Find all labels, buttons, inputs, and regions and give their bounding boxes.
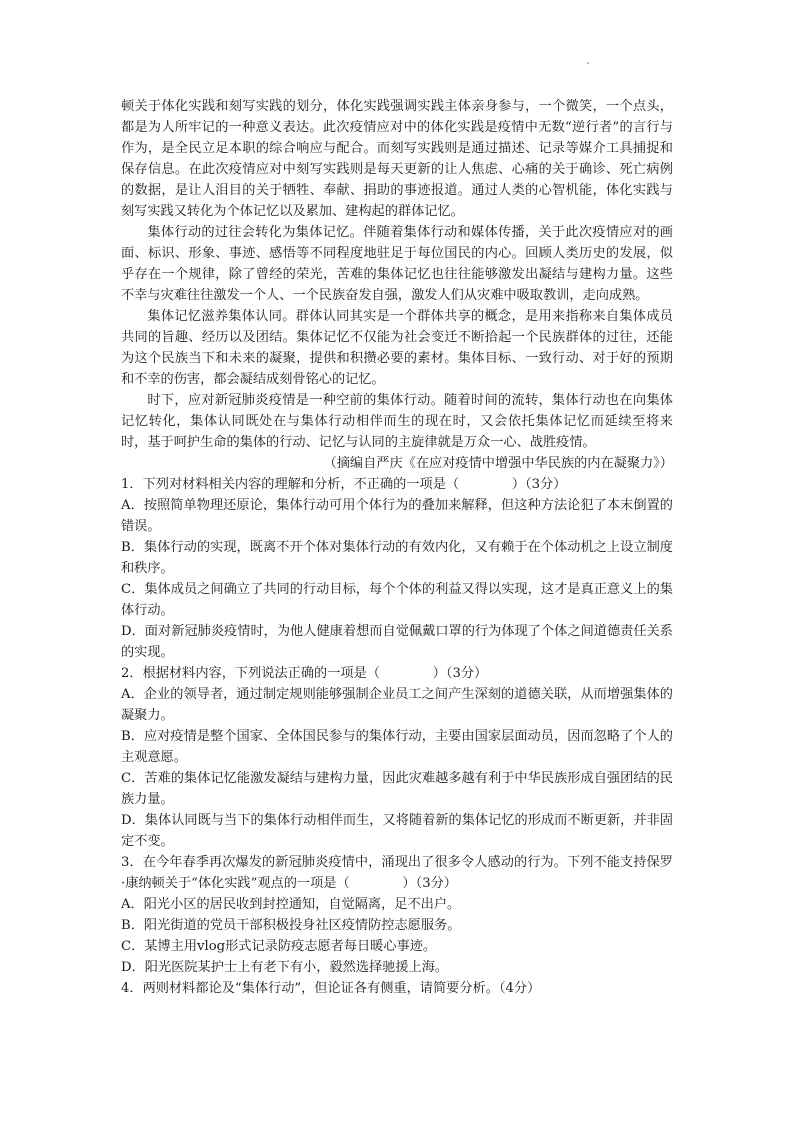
paragraph-2: 集体行动的过往会转化为集体记忆。伴随着集体行动和媒体传播，关于此次疫情应对的画面、标识、形象、事迹、感悟等不同程度地驻足于每位国民的内心。回顾人类历史的发展，似乎存在一个规律，除了曾经的荣光，苦难的集体记忆也往往能够激发出凝结与建构力量。这些不幸与灾难往往激发一个人、一个民族奋发自强，激发人们从灾难中吸取教训，走向成熟。 bbox=[121, 225, 673, 303]
question-4-stem: 4．两则材料都论及“集体行动”，但论证各有侧重，请简要分析。（4分） bbox=[121, 981, 541, 996]
scan-dot bbox=[587, 62, 589, 64]
question-2-option-c: C．苦难的集体记忆能激发凝结与建构力量，因此灾难越多越有利于中华民族形成自强团结的民族力量。 bbox=[121, 771, 673, 807]
question-2-option-d: D．集体认同既与当下的集体行动相伴而生，又将随着新的集体记忆的形成而不断更新，并非固定不变。 bbox=[121, 813, 673, 849]
question-1-option-c: C．集体成员之间确立了共同的行动目标，每个个体的利益又得以实现，这才是真正意义上的集体行动。 bbox=[121, 582, 673, 618]
question-1-option-b: B．集体行动的实现，既离不开个体对集体行动的有效内化，又有赖于在个体动机之上设立制度和秩序。 bbox=[121, 540, 673, 576]
question-1-stem: 1．下列对材料相关内容的理解和分析，不正确的一项是（ ）（3分） bbox=[121, 477, 567, 492]
question-3-option-c: C．某博主用vlog形式记录防疫志愿者每日暖心事迹。 bbox=[121, 939, 437, 954]
question-2-option-b: B．应对疫情是整个国家、全体国民参与的集体行动，主要由国家层面动员，因而忽略了个人的主观意愿。 bbox=[121, 729, 673, 765]
document-page bbox=[121, 96, 673, 999]
question-2-option-a: A．企业的领导者，通过制定规则能够强制企业员工之间产生深刻的道德关联，从而增强集体的凝聚力。 bbox=[121, 687, 673, 723]
question-3-option-d: D．阳光医院某护士上有老下有小，毅然选择驰援上海。 bbox=[121, 960, 449, 975]
question-1-option-a: A．按照简单物理还原论，集体行动可用个体行为的叠加来解释，但这种方法论犯了本末倒置的错误。 bbox=[121, 498, 673, 534]
question-3-option-a: A．阳光小区的居民收到封控通知，自觉隔离，足不出户。 bbox=[121, 897, 461, 912]
question-3-option-b: B．阳光街道的党员干部积极投身社区疫情防控志愿服务。 bbox=[121, 918, 461, 933]
question-3-stem: 3．在今年春季再次爆发的新冠肺炎疫情中，涌现出了很多令人感动的行为。下列不能支持保罗·康纳顿关于“体化实践”观点的一项是（ ）（3分） bbox=[121, 855, 673, 891]
paragraph-4: 时下，应对新冠肺炎疫情是一种空前的集体行动。随着时间的流转，集体行动也在向集体记忆转化，集体认同既处在与集体行动相伴而生的现在时，又会依托集体记忆而延续至将来时，基于呵护生命的集体的行动、记忆与认同的主旋律就是万众一心、战胜疫情。 bbox=[121, 393, 673, 450]
question-2-stem: 2．根据材料内容，下列说法正确的一项是（ ）（3分） bbox=[121, 666, 488, 681]
source-citation: （摘编自严庆《在应对疫情中增强中华民族的内在凝聚力》） bbox=[323, 456, 673, 471]
paragraph-3: 集体记忆滋养集体认同。群体认同其实是一个群体共享的概念，是用来指称来自集体成员共同的旨趣、经历以及团结。集体记忆不仅能为社会变迁不断拾起一个民族群体的过往，还能为这个民族当下和未来的凝聚，提供和积攒必要的素材。集体目标、一致行动、对于好的预期和不幸的伤害，都会凝结成刻骨铭心的记忆。 bbox=[121, 309, 673, 387]
question-1-option-d: D．面对新冠肺炎疫情时，为他人健康着想而自觉佩戴口罩的行为体现了个体之间道德责任关系的实现。 bbox=[121, 624, 673, 660]
paragraph-1: 顿关于体化实践和刻写实践的划分，体化实践强调实践主体亲身参与，一个微笑，一个点头，都是为人所牢记的一种意义表达。此次疫情应对中的体化实践是疫情中无数“逆行者”的言行与作为，是全民立足本职的综合响应与配合。而刻写实践则是通过描述、记录等媒介工具捕捉和保存信息。在此次疫情应对中刻写实践则是每天更新的让人焦虑、心痛的关于确诊、死亡病例的数据，是让人泪目的关于牺牲、奉献、捐助的事迹报道。通过人类的心智机能，体化实践与刻写实践又转化为个体记忆以及累加、建构起的群体记忆。 bbox=[121, 99, 673, 219]
